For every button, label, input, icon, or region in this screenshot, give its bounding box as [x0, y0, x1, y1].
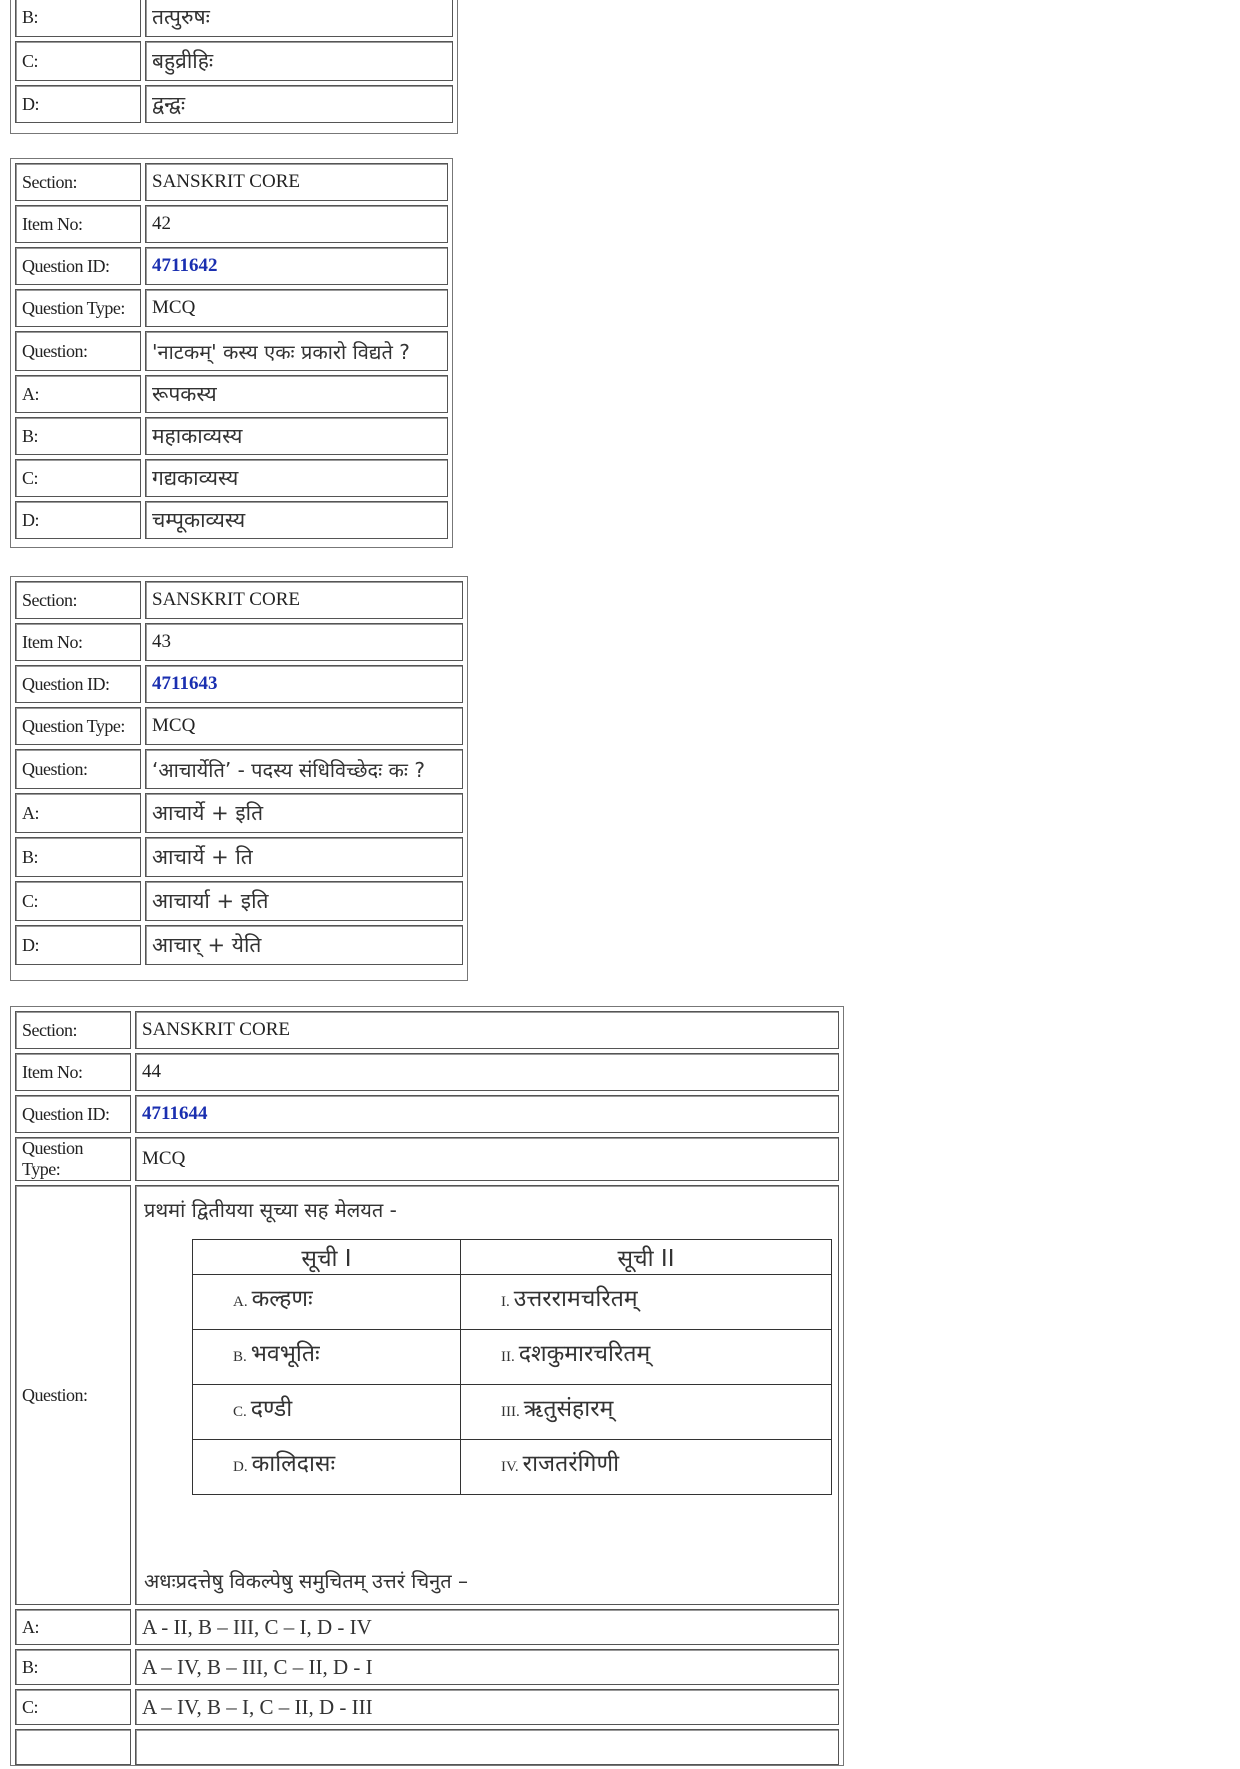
list2-key: IV. [501, 1459, 519, 1475]
option-row-c [15, 881, 463, 921]
option-text: रूपकस्य [145, 375, 448, 413]
question-row [15, 749, 463, 789]
question-label: Question: [15, 331, 141, 371]
list1-text: भवभूतिः [250, 1341, 320, 1367]
list1-text: कालिदासः [251, 1451, 336, 1477]
question-id-value: 4711643 [145, 665, 463, 703]
option-label: C: [15, 41, 141, 81]
list1-key: D. [233, 1459, 248, 1475]
question-row [15, 331, 448, 371]
option-text: आचार्ये + इति [145, 793, 463, 833]
list1-text: कल्हणः [251, 1286, 313, 1312]
list2-text: दशकुमारचरितम् [518, 1341, 651, 1367]
option-row-c [15, 459, 448, 497]
question-label: Question: [15, 749, 141, 789]
list1-cell [193, 1385, 461, 1440]
item-no-value: 42 [145, 205, 448, 243]
question-block-43 [10, 576, 468, 981]
question-id-label: Question ID: [15, 1095, 131, 1133]
question-type-label: Question Type: [15, 707, 141, 745]
question-type-value: MCQ [145, 289, 448, 327]
section-value: SANSKRIT CORE [145, 581, 463, 619]
list1-cell [193, 1440, 461, 1495]
section-row [15, 581, 463, 619]
question-block-42 [10, 158, 453, 548]
option-text: गद्यकाव्यस्य [145, 459, 448, 497]
question-content [135, 1185, 839, 1605]
option-label: B: [15, 1649, 131, 1685]
option-label: D: [15, 925, 141, 965]
question-label: Question: [15, 1185, 131, 1605]
list2-cell [461, 1440, 832, 1495]
option-row-d [15, 925, 463, 965]
option-label: B: [15, 417, 141, 455]
question-text: 'नाटकम्' कस्य एकः प्रकारो विद्यते ? [145, 331, 448, 371]
item-no-value: 43 [145, 623, 463, 661]
match-table [192, 1239, 832, 1495]
question-type-label: Question Type: [15, 289, 141, 327]
question-id-label: Question ID: [15, 665, 141, 703]
option-row-c [15, 41, 453, 81]
item-no-row [15, 623, 463, 661]
option-text: आचार्ये + ति [145, 837, 463, 877]
list2-key: II. [501, 1349, 515, 1365]
question-type-value: MCQ [135, 1137, 839, 1181]
option-row-b [15, 837, 463, 877]
option-label: C: [15, 1689, 131, 1725]
option-text: आचार्या + इति [145, 881, 463, 921]
item-no-value: 44 [135, 1053, 839, 1091]
option-label: B: [15, 0, 141, 37]
question-table [11, 159, 452, 543]
question-id-row [15, 247, 448, 285]
list2-text: ऋतुसंहारम् [523, 1396, 614, 1422]
option-text: चम्पूकाव्यस्य [145, 501, 448, 539]
section-label: Section: [15, 581, 141, 619]
item-no-label: Item No: [15, 205, 141, 243]
question-block-44 [10, 1006, 844, 1766]
question-type-label: Question Type: [15, 1137, 131, 1181]
option-row-b [15, 1649, 839, 1685]
question-type-row [15, 1137, 839, 1181]
list2-key: I. [501, 1294, 510, 1310]
option-text-empty [135, 1729, 839, 1765]
section-value: SANSKRIT CORE [135, 1011, 839, 1049]
option-row-d [15, 501, 448, 539]
option-label: A: [15, 375, 141, 413]
option-row-b [15, 417, 448, 455]
option-row-a [15, 793, 463, 833]
section-label: Section: [15, 1011, 131, 1049]
item-no-label: Item No: [15, 623, 141, 661]
list2-header: सूची II [461, 1240, 832, 1275]
list2-key: III. [501, 1404, 520, 1420]
option-row-b [15, 0, 453, 37]
option-text: तत्पुरुषः [145, 0, 453, 37]
option-text: A – IV, B – I, C – II, D - III [135, 1689, 839, 1725]
option-label-empty [15, 1729, 131, 1765]
question-intro: प्रथमां द्वितीयया सूच्या सह मेलयत - [144, 1198, 397, 1222]
match-row [193, 1330, 832, 1385]
list1-text: दण्डी [250, 1396, 293, 1422]
option-row-a [15, 375, 448, 413]
option-text: बहुव्रीहिः [145, 41, 453, 81]
option-text: A – IV, B – III, C – II, D - I [135, 1649, 839, 1685]
list1-cell [193, 1330, 461, 1385]
question-text: ‘आचार्येति’ - पदस्य संधिविच्छेदः कः ? [145, 749, 463, 789]
question-id-row [15, 665, 463, 703]
question-type-row [15, 289, 448, 327]
question-block-partial [10, 0, 458, 134]
option-text: द्वन्द्वः [145, 85, 453, 123]
list2-cell [461, 1275, 832, 1330]
option-label: A: [15, 793, 141, 833]
option-label: C: [15, 459, 141, 497]
match-row [193, 1385, 832, 1440]
question-id-value: 4711644 [135, 1095, 839, 1133]
list2-text: उत्तररामचरितम् [513, 1286, 638, 1312]
option-label: D: [15, 501, 141, 539]
match-row [193, 1440, 832, 1495]
question-table [11, 1007, 843, 1769]
section-value: SANSKRIT CORE [145, 163, 448, 201]
question-table [11, 0, 457, 127]
list2-cell [461, 1385, 832, 1440]
list1-key: C. [233, 1404, 247, 1420]
question-type-row [15, 707, 463, 745]
question-table [11, 577, 467, 969]
section-label: Section: [15, 163, 141, 201]
match-header-row [193, 1240, 832, 1275]
list1-key: A. [233, 1294, 248, 1310]
question-row [15, 1185, 839, 1605]
question-id-row [15, 1095, 839, 1133]
list2-text: राजतरंगिणी [522, 1451, 620, 1477]
option-text: महाकाव्यस्य [145, 417, 448, 455]
question-id-label: Question ID: [15, 247, 141, 285]
question-id-value: 4711642 [145, 247, 448, 285]
option-row-c [15, 1689, 839, 1725]
question-footer: अधःप्रदत्तेषु विकल्पेषु समुचितम् उत्तरं चिनुत – [144, 1569, 469, 1593]
option-label: A: [15, 1609, 131, 1645]
option-label: D: [15, 85, 141, 123]
item-no-row [15, 1053, 839, 1091]
list1-header: सूची I [193, 1240, 461, 1275]
option-row-d-cut [15, 1729, 839, 1765]
list1-cell [193, 1275, 461, 1330]
option-row-d [15, 85, 453, 123]
item-no-row [15, 205, 448, 243]
section-row [15, 163, 448, 201]
option-text: आचार् + येति [145, 925, 463, 965]
option-row-a [15, 1609, 839, 1645]
question-type-value: MCQ [145, 707, 463, 745]
list1-key: B. [233, 1349, 247, 1365]
option-text: A - II, B – III, C – I, D - IV [135, 1609, 839, 1645]
section-row [15, 1011, 839, 1049]
list2-cell [461, 1330, 832, 1385]
match-row [193, 1275, 832, 1330]
item-no-label: Item No: [15, 1053, 131, 1091]
option-label: B: [15, 837, 141, 877]
option-label: C: [15, 881, 141, 921]
match-question [142, 1186, 832, 1604]
